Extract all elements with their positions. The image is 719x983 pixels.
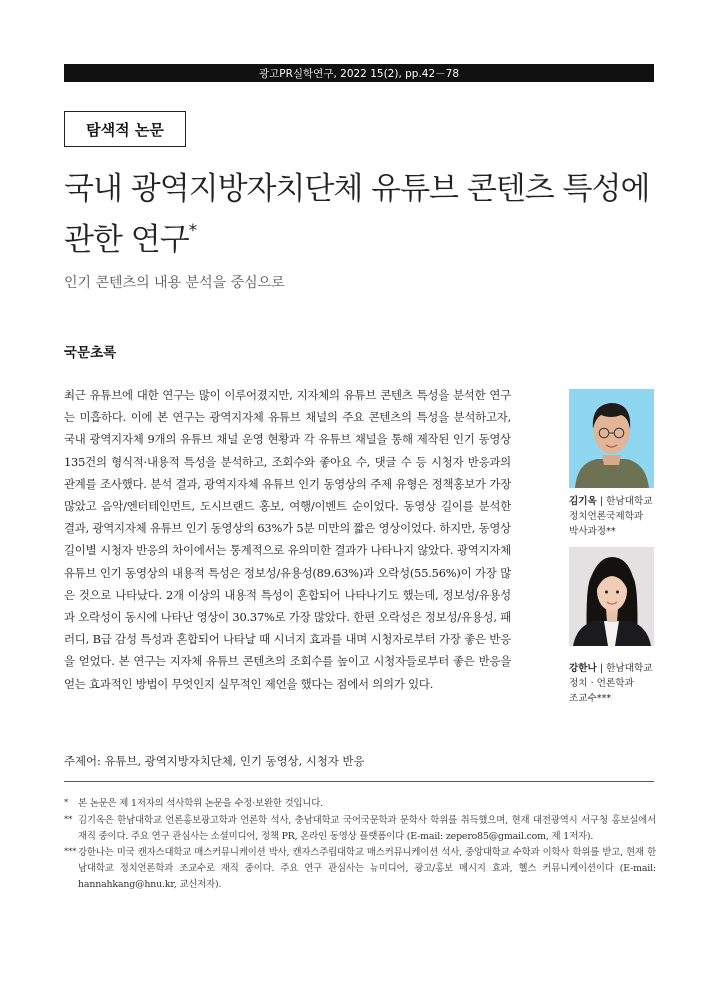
- footnotes: [64, 796, 656, 894]
- paper-type-label: 탐색적 논문: [86, 120, 164, 139]
- footnote-1-mark: *: [64, 798, 69, 808]
- footnote-3-text: 강한나는 미국 캔자스대학교 매스커뮤니케이션 박사, 캔자스주립대학교 매스커뮤니케이션 석사, 중앙대학교 수학과 이학사 학위를 받고, 현재 한남대학교 정치언론학과 조교수로 재직 중이다. 주요 연구 관심사는 뉴미디어, 광고/홍보 메시지 효과, 헬스 커뮤니케이션이다 (E-mail: hannahkang@hnu.kr, 교신저자).: [78, 847, 656, 890]
- paper-subtitle: 인기 콘텐츠의 내용 분석을 중심으로: [64, 275, 285, 291]
- footnote-2-mark: **: [64, 814, 73, 825]
- abstract-body: 최근 유튜브에 대한 연구는 많이 이루어졌지만, 지자체의 유튜브 콘텐츠 특성을 분석한 연구는 미흡하다. 이에 본 연구는 광역지자체 유튜브 채널의 주요 콘텐츠의 특성을 분석하고자, 국내 광역지자체 9개의 유튜브 채널 운영 현황과 각 유튜브 채널을 통해 제작된 인기 동영상 135건의 형식적·내용적 특성을 분석하고, 조회수와 좋아요 수, 댓글 수 등 시청자 반응과의 관계를 조사했다. 분석 결과, 광역지자체 유튜브 인기 동영상의 주제 유형은 정책홍보가 가장 많았고 음악/엔터테인먼트, 도시브랜드 홍보, 여행/이벤트 순이었다. 동영상 길이를 분석한 결과, 광역지자체 유튜브 인기 동영상의 63%가 5분 미만의 짧은 영상이었다. 하지만, 동영상 길이별 시청자 반응의 차이에서는 통계적으로 유의미한 결과가 나타나지 않았다. 광역지자체 유튜브 인기 동영상의 내용적 특성은 정보성/유용성(89.63%)과 오락성(55.56%)이 가장 많은 것으로 나타났다. 2개 이상의 내용적 특성이 혼합되어 나타나기도 했는데, 정보성/유용성과 오락성이 동시에 나타난 영상이 30.37%로 가장 많았다. 한편 오락성은 정보성/유용성, 패러디, B급 감성 특성과 혼합되어 나타날 때 시너지 효과를 내며 시청자로부터 가장 좋은 반응을 얻었다. 본 연구는 지자체 유튜브 콘텐츠의 조회수를 높이고 시청자들로부터 좋은 반응을 얻는 효과적인 방법이 무엇인지 실무적인 제언을 했다는 점에서 의의가 있다.: [64, 388, 511, 691]
- title-line-1: 국내 광역지방자치단체 유튜브 콘텐츠 특성에: [64, 171, 650, 207]
- footnote-2-text: 김기옥은 한남대학교 언론홍보광고학과 언론학 석사, 충남대학교 국어국문학과 문학사 학위를 취득했으며, 현재 대전광역시 서구청 홍보실에서 재직 중이다. 주요 연구 관심사는 소셜미디어, 정책 PR, 온라인 동영상 플랫폼이다 (E-mail: zepero85@gmail.com, 제 1저자).: [78, 814, 656, 842]
- author-2-name: 강한나: [569, 663, 597, 674]
- author-info-1: [569, 494, 689, 539]
- footnote-1-text: 본 논문은 제 1저자의 석사학위 논문을 수정·보완한 것입니다.: [78, 798, 324, 809]
- paper-type-box: [64, 111, 186, 147]
- author-1-department: 정치언론국제학과: [569, 511, 644, 522]
- author-info-2: [569, 661, 689, 706]
- author-photo-2: [569, 547, 654, 646]
- footnote-2: [64, 813, 656, 845]
- abstract-heading: 국문초록: [64, 345, 117, 361]
- keywords: 주제어: 유튜브, 광역지방자치단체, 인기 동영상, 시청자 반응: [64, 754, 365, 768]
- author-photo-2-illustration: [569, 547, 654, 646]
- author-photo-1-illustration: [569, 389, 654, 488]
- author-1-position: 박사과정**: [569, 526, 616, 537]
- title-line-2: 관한 연구: [64, 222, 189, 258]
- author-photo-1: [569, 389, 654, 488]
- title-footnote-mark: *: [188, 221, 197, 241]
- journal-header: [64, 64, 654, 82]
- author-2-position: 조교수***: [569, 693, 612, 704]
- footnote-3: [64, 845, 656, 892]
- author-1-affiliation: | 한남대학교: [596, 496, 653, 507]
- footnote-3-mark: ***: [64, 847, 77, 858]
- journal-citation: 광고PR실학연구, 2022 15(2), pp.42－78: [258, 67, 460, 80]
- footnote-divider: [64, 781, 654, 782]
- author-1-name: 김기옥: [569, 496, 597, 507]
- author-2-department: 정치 · 언론학과: [569, 678, 634, 689]
- paper-title: [64, 168, 674, 261]
- footnote-1: [64, 796, 656, 812]
- author-2-affiliation: | 한남대학교: [596, 663, 653, 674]
